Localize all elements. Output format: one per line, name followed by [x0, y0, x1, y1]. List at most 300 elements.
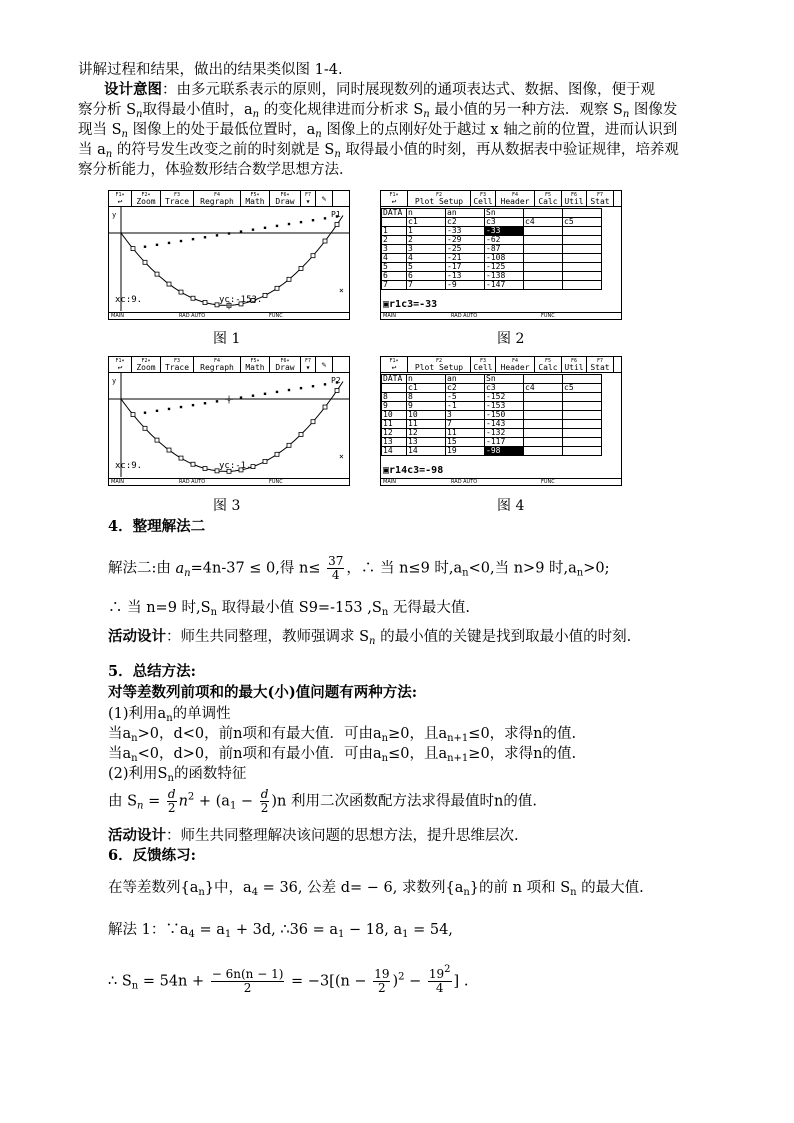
an-point: [324, 383, 326, 385]
denominator: 4: [331, 568, 340, 582]
text: ，∴ 当 n≤9 时,a: [346, 560, 463, 577]
subscript: n: [369, 636, 376, 647]
an-point: [144, 246, 146, 248]
an-point: [324, 217, 326, 219]
table-cell[interactable]: -62: [485, 236, 524, 245]
data-table: [381, 208, 602, 290]
table-cell[interactable]: -1: [446, 402, 485, 411]
text: 图像上的处于最低位置时，a: [128, 122, 316, 138]
table-cell[interactable]: 9: [407, 402, 446, 411]
function-key-label: F1▾: [389, 192, 399, 198]
text: ∴ S: [108, 973, 132, 990]
table-cell[interactable]: 1: [407, 227, 446, 236]
table-cell[interactable]: [524, 402, 563, 411]
table-cell[interactable]: 3: [446, 411, 485, 420]
toolbar-menu-1[interactable]: [408, 191, 471, 206]
table-cell[interactable]: 7: [382, 281, 407, 290]
an-point: [180, 406, 182, 408]
table-cell[interactable]: Sn: [485, 375, 524, 384]
toolbar-menu-4[interactable]: [241, 357, 270, 372]
table-cell[interactable]: 7: [407, 281, 446, 290]
menu-label: Plot Setup: [414, 363, 464, 372]
y-axis-label: y: [112, 377, 117, 385]
table-cell[interactable]: 10: [382, 411, 407, 420]
entry-line: ▣r14c3=-98: [383, 465, 444, 476]
table-cell[interactable]: 8: [407, 393, 446, 402]
menu-label: Regraph: [200, 363, 234, 372]
sn-point: [335, 222, 339, 226]
table-cell[interactable]: 8: [382, 393, 407, 402]
an-point: [288, 389, 290, 391]
table-cell[interactable]: [563, 281, 602, 290]
toolbar-menu-2[interactable]: [161, 357, 194, 372]
sn-point: [275, 452, 279, 456]
table-cell[interactable]: [563, 447, 602, 456]
toolbar-menu-7[interactable]: [316, 357, 333, 372]
plot-tag: P1: [331, 210, 341, 219]
table-cell[interactable]: 11: [446, 429, 485, 438]
sn-point: [275, 286, 279, 290]
toolbar-menu-2[interactable]: [471, 357, 496, 372]
text: <0,当 n>9 时,a: [468, 560, 577, 577]
text: 解法 1：∵a: [108, 922, 189, 938]
function-key-label: F5▾: [250, 192, 260, 198]
sn-point: [143, 426, 147, 430]
activity-label: 活动设计: [108, 628, 166, 645]
table-cell[interactable]: 13: [382, 438, 407, 447]
table-cell[interactable]: [524, 227, 563, 236]
table-cell[interactable]: 14: [382, 447, 407, 456]
table-cell[interactable]: [563, 393, 602, 402]
table-cell[interactable]: 7: [446, 420, 485, 429]
subscript: n: [167, 773, 174, 784]
subscript: 1: [402, 929, 409, 940]
table-cell[interactable]: -147: [485, 281, 524, 290]
text: (1)利用a: [108, 706, 167, 722]
table-cell[interactable]: [524, 393, 563, 402]
an-point: [264, 227, 266, 229]
function-key-label: F2: [435, 192, 443, 198]
menu-label: Zoom: [136, 197, 156, 206]
text: n: [315, 129, 322, 140]
trace-y-readout: yc:-153.: [219, 295, 263, 305]
table-cell[interactable]: [563, 272, 602, 281]
status-bar: [381, 312, 621, 319]
an-point: [240, 230, 242, 232]
table-cell[interactable]: -125: [485, 263, 524, 272]
status-bar: [109, 478, 349, 485]
design-intent-line-2: [78, 100, 677, 120]
text: ): [392, 973, 399, 990]
text: = 36, 公差 d= − 6, 求数列{a: [258, 880, 464, 896]
text: (2)利用S: [108, 766, 168, 782]
sn-point: [311, 420, 315, 424]
table-cell[interactable]: 6: [407, 272, 446, 281]
method-2-title: [108, 764, 246, 784]
table-cell[interactable]: -33: [485, 227, 524, 236]
table-cell[interactable]: -21: [446, 254, 485, 263]
text: 当a: [108, 726, 132, 742]
subscript: 1: [338, 929, 345, 940]
toolbar-menu-6[interactable]: [301, 357, 316, 372]
toolbar-menu-6[interactable]: [301, 191, 316, 206]
text: n: [136, 109, 143, 120]
table-cell[interactable]: -13: [446, 272, 485, 281]
sn-curve: [121, 382, 343, 472]
toolbar-menu-5[interactable]: [270, 357, 301, 372]
table-cell[interactable]: 12: [407, 429, 446, 438]
table-cell[interactable]: 9: [382, 402, 407, 411]
text: ：师生共同整理，教师强调求 S: [166, 629, 370, 645]
menu-label: Calc: [538, 197, 558, 206]
table-cell[interactable]: 4: [407, 254, 446, 263]
subscript: n+1: [447, 753, 469, 764]
function-key-label: F4: [511, 358, 519, 364]
table-cell[interactable]: -152: [485, 393, 524, 402]
subscript: 1: [224, 929, 232, 940]
table-cell[interactable]: 14: [407, 447, 446, 456]
sn-point: [179, 290, 183, 294]
function-key-label: F4: [511, 192, 519, 198]
table-cell[interactable]: [563, 411, 602, 420]
table-cell[interactable]: c4: [524, 384, 563, 393]
section-6-title: 6．反馈练习:: [108, 847, 196, 864]
table-cell[interactable]: -108: [485, 254, 524, 263]
sn-point: [287, 277, 291, 281]
toolbar-menu-6[interactable]: [587, 357, 614, 372]
toolbar-menu-1[interactable]: [132, 357, 161, 372]
menu-label: Stat: [590, 197, 610, 206]
text: 察分析 S: [78, 102, 137, 118]
an-point: [240, 396, 242, 398]
toolbar-menu-3[interactable]: [496, 357, 535, 372]
table-cell[interactable]: -5: [446, 393, 485, 402]
design-intent-line-3: [78, 120, 677, 140]
an-point: [300, 221, 302, 223]
table-cell[interactable]: c3: [485, 384, 524, 393]
table-cell[interactable]: -153: [485, 402, 524, 411]
an-point: [312, 219, 314, 221]
subscript: n: [131, 980, 139, 992]
text: n: [105, 149, 113, 160]
toolbar-menu-4[interactable]: [535, 357, 562, 372]
toolbar-menu-0[interactable]: [381, 191, 408, 206]
table-cell[interactable]: [524, 263, 563, 272]
sn-point: [167, 448, 171, 452]
caption-fig1: 图 1: [213, 331, 241, 347]
an-point: [192, 404, 194, 406]
table-cell[interactable]: Sn: [485, 209, 524, 218]
text: ∴ 当 n=9 时,S: [108, 600, 211, 616]
section-4-title: 4．整理解法二: [108, 518, 206, 535]
toolbar-menu-5[interactable]: [562, 357, 587, 372]
status-angle: RAD AUTO: [179, 479, 206, 485]
table-cell[interactable]: [524, 438, 563, 447]
graph-toolbar: [109, 191, 349, 207]
table-cell[interactable]: 19: [446, 447, 485, 456]
table-cell[interactable]: -17: [446, 263, 485, 272]
table-cell[interactable]: c5: [563, 384, 602, 393]
table-cell[interactable]: [563, 438, 602, 447]
table-cell[interactable]: 11: [382, 420, 407, 429]
menu-label: Stat: [590, 363, 610, 372]
table-row: [382, 281, 602, 290]
text: 最小值的另一种方法．观察 S: [429, 102, 623, 118]
table-cell[interactable]: [524, 272, 563, 281]
table-cell[interactable]: n: [407, 209, 446, 218]
text: 的变化规律进而分析求 S: [259, 102, 424, 118]
numerator: − 6n(n − 1): [211, 967, 284, 981]
text: 当a: [108, 746, 132, 762]
toolbar-menu-4[interactable]: [535, 191, 562, 206]
table-cell[interactable]: -138: [485, 272, 524, 281]
text: 的最小值的关键是找到取最小值的时刻.: [375, 629, 632, 645]
table-cell[interactable]: 15: [446, 438, 485, 447]
menu-label: Header: [500, 197, 530, 206]
subscript: n: [381, 607, 389, 618]
table-cell[interactable]: 12: [382, 429, 407, 438]
table-cell[interactable]: [563, 263, 602, 272]
toolbar-menu-1[interactable]: [408, 357, 471, 372]
table-cell[interactable]: 3: [407, 245, 446, 254]
table-cell[interactable]: [563, 236, 602, 245]
an-point: [156, 244, 158, 246]
status-bar: [381, 478, 621, 485]
function-key-label: F7: [596, 358, 604, 364]
function-key-label: F7: [304, 192, 312, 198]
function-key-label: F2▾: [141, 358, 151, 364]
function-key-label: F3: [479, 358, 487, 364]
menu-label: ↩: [391, 363, 397, 372]
menu-label: Draw: [275, 197, 295, 206]
table-cell[interactable]: DATA: [382, 375, 407, 384]
method-1-title: [108, 704, 231, 724]
text: −: [236, 793, 258, 810]
toolbar-menu-3[interactable]: [194, 357, 241, 372]
table-cell[interactable]: -33: [446, 227, 485, 236]
text: 的单调性: [172, 706, 231, 722]
text: }中，a: [204, 880, 252, 896]
design-intent-label: 设计意图: [104, 81, 162, 98]
text: 的最大值.: [576, 880, 644, 896]
subscript: n: [166, 713, 173, 724]
table-cell[interactable]: 2: [407, 236, 446, 245]
toolbar-menu-2[interactable]: [471, 191, 496, 206]
text: 在等差数列{a: [108, 880, 199, 896]
toolbar-menu-2[interactable]: [161, 191, 194, 206]
table-cell[interactable]: -98: [485, 447, 524, 456]
table-cell[interactable]: 2: [382, 236, 407, 245]
table-cell[interactable]: [524, 420, 563, 429]
text: n: [252, 109, 260, 120]
text: }的前 n 项和 S: [469, 880, 571, 896]
function-key-label: F6: [570, 358, 578, 364]
toolbar-menu-5[interactable]: [270, 191, 301, 206]
table-cell[interactable]: [563, 402, 602, 411]
table-cell[interactable]: an: [446, 375, 485, 384]
table-toolbar: [381, 191, 621, 207]
table-cell[interactable]: [524, 429, 563, 438]
table-cell[interactable]: [524, 254, 563, 263]
table-cell[interactable]: -29: [446, 236, 485, 245]
table-cell[interactable]: -25: [446, 245, 485, 254]
table-cell[interactable]: [563, 227, 602, 236]
table-cell[interactable]: [524, 245, 563, 254]
subscript: n: [198, 887, 205, 898]
an-point: [216, 234, 218, 236]
table-cell[interactable]: -87: [485, 245, 524, 254]
table-cell[interactable]: c2: [446, 384, 485, 393]
table-cell[interactable]: c2: [446, 218, 485, 227]
calculator-table-screen-4: [380, 356, 622, 486]
table-cell[interactable]: [524, 281, 563, 290]
table-cell[interactable]: 4: [382, 254, 407, 263]
design-intent-line-5: 察分析能力，体验数形结合数学思想方法．: [78, 162, 354, 178]
text: = 54n +: [138, 973, 209, 990]
an-point: [168, 408, 170, 410]
table-cell[interactable]: -9: [446, 281, 485, 290]
superscript: 2: [444, 964, 451, 975]
an-point: [276, 391, 278, 393]
text: 取得最小值的时刻，再从数据表中验证规律，培养观: [340, 142, 679, 158]
table-cell[interactable]: -132: [485, 429, 524, 438]
subscript: n: [462, 567, 469, 579]
sn-point: [263, 293, 267, 297]
sn-point: [299, 432, 303, 436]
table-cell[interactable]: 5: [382, 263, 407, 272]
function-key-label: F5: [544, 358, 552, 364]
table-cell[interactable]: c5: [563, 218, 602, 227]
sn-curve: [121, 216, 343, 306]
trace-x-readout: xc:9.: [115, 461, 143, 471]
table-cell[interactable]: [563, 254, 602, 263]
table-cell[interactable]: DATA: [382, 209, 407, 218]
an-point: [204, 236, 206, 238]
fraction-d-2: [167, 788, 177, 815]
menu-label: Regraph: [200, 197, 234, 206]
status-graph-type: FUNC: [269, 479, 283, 485]
table-cell[interactable]: n: [407, 375, 446, 384]
menu-label: ↩: [391, 197, 397, 206]
an-point: [300, 387, 302, 389]
entry-text: r14c3=-98: [389, 465, 444, 476]
toolbar-menu-0[interactable]: [381, 357, 408, 372]
calculator-graph-screen-1: [108, 190, 350, 320]
status-angle: RAD AUTO: [179, 313, 206, 319]
text: 图像发: [629, 102, 678, 118]
table-cell[interactable]: [563, 429, 602, 438]
table-cell[interactable]: [524, 236, 563, 245]
table-cell[interactable]: c4: [524, 218, 563, 227]
y-axis-label: y: [112, 211, 117, 219]
toolbar-menu-6[interactable]: [587, 191, 614, 206]
menu-label: Math: [245, 197, 265, 206]
table-cell[interactable]: c3: [485, 218, 524, 227]
table-cell[interactable]: [563, 245, 602, 254]
function-key-label: F2▾: [141, 192, 151, 198]
table-cell[interactable]: 3: [382, 245, 407, 254]
fraction-d-2b: [260, 788, 270, 815]
text: 的函数特征: [173, 766, 247, 782]
sn-point: [203, 466, 207, 470]
function-key-label: F6▾: [280, 192, 290, 198]
table-cell[interactable]: [524, 411, 563, 420]
exercise-text: [108, 878, 644, 898]
toolbar-menu-3[interactable]: [194, 191, 241, 206]
table-cell[interactable]: 10: [407, 411, 446, 420]
toolbar-menu-0[interactable]: [109, 191, 132, 206]
text: >0;: [583, 560, 610, 577]
an-point: [156, 410, 158, 412]
menu-label: Trace: [164, 197, 190, 206]
text: >0，d<0，前n项和有最大值．可由a: [137, 726, 382, 742]
menu-label: ↩: [117, 363, 123, 372]
numerator: d: [167, 787, 176, 801]
trace-y-readout: yc:-1.: [219, 461, 252, 471]
table-cell[interactable]: c1: [407, 218, 446, 227]
table-cell[interactable]: -117: [485, 438, 524, 447]
an-point: [204, 402, 206, 404]
text: =4n-37 ≤ 0,得 n≤: [190, 560, 326, 577]
text: ≥0，且a: [388, 726, 448, 742]
table-cell[interactable]: 5: [407, 263, 446, 272]
table-cell[interactable]: -143: [485, 420, 524, 429]
table-cell[interactable]: an: [446, 209, 485, 218]
status-graph-type: FUNC: [541, 479, 555, 485]
an-point: [168, 242, 170, 244]
text: 取得最小值时，a: [142, 102, 253, 118]
toolbar-menu-5[interactable]: [562, 191, 587, 206]
toolbar-menu-4[interactable]: [241, 191, 270, 206]
busy-indicator: ×: [339, 286, 344, 295]
text: 的符号发生改变之前的时刻就是 S: [112, 142, 335, 158]
menu-label: ▾: [305, 363, 311, 372]
numerator: d: [260, 787, 269, 801]
activity-design-2: [108, 826, 519, 846]
an-point: [144, 412, 146, 414]
toolbar-menu-3[interactable]: [496, 191, 535, 206]
table-cell[interactable]: 11: [407, 420, 446, 429]
sn-point: [143, 260, 147, 264]
method-1-line-1: [108, 724, 576, 744]
text: n: [622, 109, 630, 120]
menu-label: ▾: [305, 197, 311, 206]
subscript: n: [570, 887, 577, 898]
subscript: 1: [229, 800, 237, 812]
subscript: n: [137, 800, 144, 812]
fraction-6n: [211, 968, 285, 995]
activity-label: 活动设计: [108, 827, 166, 844]
text: + 3d, ∴36 = a: [231, 922, 339, 938]
subscript: n: [381, 753, 389, 764]
text: n: [423, 109, 430, 120]
text: = 54,: [408, 922, 453, 938]
text: ≤0，求得n的值.: [468, 726, 577, 742]
sn-point: [311, 254, 315, 258]
status-mode: MAIN: [383, 313, 396, 319]
table-cell[interactable]: [524, 447, 563, 456]
table-cell[interactable]: -150: [485, 411, 524, 420]
table-cell[interactable]: 1: [382, 227, 407, 236]
solution-1-line-1: [108, 920, 453, 940]
table-cell[interactable]: 13: [407, 438, 446, 447]
table-cell[interactable]: c1: [407, 384, 446, 393]
table-cell[interactable]: [563, 420, 602, 429]
toolbar-menu-1[interactable]: [132, 191, 161, 206]
table-cell[interactable]: 6: [382, 272, 407, 281]
toolbar-menu-0[interactable]: [109, 357, 132, 372]
toolbar-menu-7[interactable]: [316, 191, 333, 206]
